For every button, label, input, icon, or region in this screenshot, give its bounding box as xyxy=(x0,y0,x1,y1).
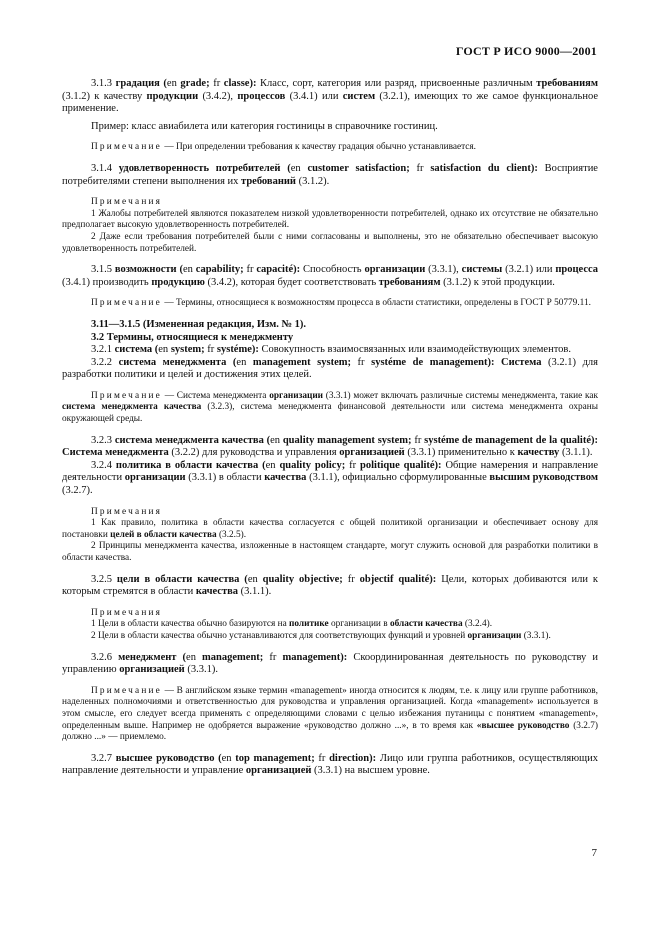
term-ref: «высшее руководство xyxy=(476,720,570,731)
definition-text: (3.1.2) к качеству xyxy=(62,90,147,102)
term-ref: Система менеджмента xyxy=(62,447,169,459)
term-fr: systéme de management): xyxy=(371,356,495,368)
term-fr: management): xyxy=(282,651,348,663)
note-text: организации в xyxy=(328,619,390,630)
note-item: 2 Принципы менеджмента качества, изложенные в настоящем стандарте, могут служить основой для разработки политики в области качества. xyxy=(62,541,598,563)
term-ref: организацией xyxy=(339,447,405,459)
term-3-2-4 xyxy=(62,460,598,498)
term-name: удовлетворенность потребителей ( xyxy=(118,162,291,174)
section-heading xyxy=(62,332,598,345)
term-ref: требований xyxy=(241,175,296,187)
definition-text: (3.4.1) или xyxy=(285,90,343,102)
term-fr: classe): xyxy=(223,78,257,89)
note-text: (3.2.4). xyxy=(462,619,493,630)
definition-text: (3.2.2) для руководства и управления xyxy=(168,447,340,459)
term-fr: satisfaction du client): xyxy=(430,162,538,174)
term-name: политика в области качества ( xyxy=(115,459,266,471)
definition-text: (3.1.1), официально сформулированные xyxy=(306,472,490,484)
note-text: 1 Цели в области качества обычно базируются на xyxy=(91,619,290,630)
example-text: Пример: класс авиабилета или категория гостиницы в справочнике гостиниц. xyxy=(91,120,438,132)
note-3-2-6 xyxy=(62,686,598,744)
definition-text: (3.1.1). xyxy=(238,586,272,598)
notes-heading: Примечания xyxy=(91,607,163,618)
note-label: Примечание xyxy=(91,298,162,309)
term-en: quality objective; xyxy=(262,573,343,585)
definition-text: (3.2.1) или xyxy=(502,264,556,276)
term-en: quality management system; xyxy=(282,434,412,446)
term-en: system; xyxy=(170,344,205,356)
definition-text: (3.2.7). xyxy=(62,485,93,497)
definition-text: (3.1.2) к этой продукции. xyxy=(440,276,555,288)
term-ref: области качества xyxy=(389,619,463,630)
term-name: высшее руководство ( xyxy=(115,752,222,764)
note-item: 1 Жалобы потребителей являются показателем низкой удовлетворенности потребителей, однако их отсутствие не обязательно предполагает высокую удовлетворенность потребителей. xyxy=(62,208,598,231)
definition-text: Способность xyxy=(300,264,365,276)
term-ref: качества xyxy=(264,472,307,484)
definition-text: Совокупность взаимосвязанных или взаимодействующих элементов. xyxy=(258,344,571,356)
lang-code: en xyxy=(186,651,203,663)
term-name: возможности ( xyxy=(114,264,183,276)
lang-code: fr xyxy=(351,356,372,368)
term-en: quality policy; xyxy=(279,459,346,471)
term-3-1-4 xyxy=(62,163,598,188)
definition-text: (3.1.1). xyxy=(559,447,593,459)
note-text: 1 Как правило, политика в области качества согласуется с общей политикой организации и обеспечивает основу для постановки xyxy=(62,518,598,540)
term-fr: objectif qualité): xyxy=(359,573,437,585)
note-text: (3.2.3), система менеджмента финансовой деятельности или система менеджмента охраны окружающей среды. xyxy=(62,402,598,425)
term-ref: организацией xyxy=(119,664,185,676)
term-en: top management; xyxy=(235,752,315,764)
term-ref: целей в области качества xyxy=(110,529,217,540)
term-ref: продукции xyxy=(146,90,199,102)
note-text: — Термины, относящиеся к возможностям процесса в области статистики, определены в ГОСТ Р 50779.11. xyxy=(162,298,591,309)
term-en: management; xyxy=(202,651,264,663)
definition-text: (3.3.1) на высшем уровне. xyxy=(311,765,430,777)
definition-text: (3.4.2), xyxy=(198,90,238,102)
notes-heading: Примечания xyxy=(91,506,163,517)
definition-text: (3.3.1). xyxy=(184,664,218,676)
amendment-text: 3.11—3.1.5 (Измененная редакция, Изм. № 1). xyxy=(91,318,307,330)
term-name: градация ( xyxy=(115,78,167,89)
term-en: customer satisfaction; xyxy=(307,162,410,174)
term-ref: системы xyxy=(461,264,503,276)
lang-code: fr xyxy=(204,344,217,356)
note-label: Примечание xyxy=(91,142,162,153)
term-ref: систем xyxy=(342,90,376,102)
note-item: 2 Даже если требования потребителей были с ними согласованы и выполнены, это не обязательно обеспечивает высокую удовлетворенность потребителей. xyxy=(62,231,598,254)
definition-text: (3.4.2), которая будет соответствовать xyxy=(204,276,379,288)
term-number: 3.1.4 xyxy=(91,162,119,174)
lang-code: fr xyxy=(314,752,330,764)
term-3-1-5 xyxy=(62,264,598,289)
lang-code: en xyxy=(182,264,196,276)
note-text: — Система менеджмента xyxy=(162,390,270,401)
definition-text: (3.3.1) применительно к xyxy=(404,447,518,459)
lang-code: fr xyxy=(409,162,431,174)
note-text: 2 Цели в области качества обычно устанавливаются для соответствующих функций и уровней xyxy=(91,630,468,641)
term-number: 3.2.5 xyxy=(91,573,117,585)
term-en: grade; xyxy=(180,78,210,89)
term-fr: politique qualité): xyxy=(360,459,442,471)
document-body xyxy=(62,78,598,778)
lang-code: en xyxy=(221,752,236,764)
term-ref: организации xyxy=(269,390,324,401)
definition-text: Лицо или группа работников, осуществляющих направление деятельности и управление xyxy=(62,752,598,777)
note-text: (3.3.1). xyxy=(521,630,551,641)
term-3-2-6 xyxy=(62,652,598,677)
definition-text: (3.1.2). xyxy=(296,175,330,187)
term-number: 3.2.6 xyxy=(91,651,119,663)
lang-code: en xyxy=(166,78,181,89)
lang-code: en xyxy=(236,356,253,368)
note-label: Примечание xyxy=(91,685,162,696)
definition-text: (3.4.1) производить xyxy=(62,276,152,288)
term-name: цели в области качества ( xyxy=(116,573,248,585)
term-number: 3.1.5 xyxy=(91,264,115,276)
lang-code: fr xyxy=(243,264,257,276)
term-name: система ( xyxy=(114,344,159,356)
lang-code: fr xyxy=(209,78,224,89)
term-name: система менеджмента ( xyxy=(118,356,237,368)
term-name: система менеджмента качества ( xyxy=(114,434,271,446)
lang-code: fr xyxy=(411,434,425,446)
term-3-2-5 xyxy=(62,574,598,599)
note-item xyxy=(62,631,598,643)
term-3-2-7 xyxy=(62,753,598,778)
definition-text: Класс, сорт, категория или разряд, присвоенные различным xyxy=(256,78,537,89)
definition-text: (3.2.1) для разработки политики и целей и достижения этих целей. xyxy=(62,356,598,381)
term-ref: требованиям xyxy=(536,78,598,89)
note-text: (3.3.1) может включать различные системы менеджмента, такие как xyxy=(323,390,598,401)
term-ref: организации xyxy=(124,472,186,484)
note-label: Примечание xyxy=(91,390,162,401)
lang-code: en xyxy=(270,434,283,446)
note-text: — При определении требования к качеству градация обычно устанавливается. xyxy=(162,142,476,153)
lang-code: en xyxy=(247,573,263,585)
term-ref: организации xyxy=(467,630,522,641)
term-en: management system; xyxy=(252,356,351,368)
term-ref: процессов xyxy=(237,90,286,102)
term-ref: организацией xyxy=(245,765,312,777)
term-ref: качеству xyxy=(517,447,560,459)
term-name: менеджмент ( xyxy=(118,651,187,663)
term-ref: процесса xyxy=(555,264,599,276)
amendment-line xyxy=(62,319,598,332)
note-item xyxy=(62,619,598,631)
notes-heading: Примечания xyxy=(91,197,163,208)
note-3-2-2 xyxy=(62,391,598,426)
term-fr: systéme): xyxy=(216,344,259,356)
term-number: 3.2.7 xyxy=(91,752,116,764)
note-item xyxy=(62,518,598,541)
note-text: (3.2.5). xyxy=(216,529,247,540)
term-3-2-2 xyxy=(62,357,598,382)
section-title: 3.2 Термины, относящиеся к менеджменту xyxy=(91,331,294,343)
definition-text: Цели, которых добиваются или к которым стремятся в области xyxy=(62,573,599,598)
page-header: ГОСТ Р ИСО 9000—2001 xyxy=(455,44,597,58)
lang-code: en xyxy=(158,344,171,356)
lang-code: fr xyxy=(345,459,361,471)
term-number: 3.2.4 xyxy=(91,459,116,471)
definition-text: (3.2.1), имеющих то же самое функциональное применение. xyxy=(62,90,598,115)
note-3-1-5 xyxy=(62,298,598,310)
term-3-2-3 xyxy=(62,435,598,460)
term-fr: capacité): xyxy=(256,264,301,276)
term-3-1-3 xyxy=(62,78,598,116)
page-number: 7 xyxy=(591,847,597,859)
note-text: — В английском языке термин «management» иногда относится к людям, т.е. к лицу или группе работников, наделенных полномочиями и ответственностью для руководства и управления организацией. Когда «management» используется в этом смысле, его следует всегда применять с определяющими словами с целью избежания путаницы с понятием «management», определенным выше. Например не одобряется выражение «руководство должно ...», в то время как xyxy=(62,685,598,731)
term-fr: systéme de management de la qualité): xyxy=(424,434,598,446)
definition-text: Скоординированная деятельность по руководству и управлению xyxy=(62,651,599,676)
term-number: 3.2.3 xyxy=(91,434,115,446)
lang-code: en xyxy=(290,162,308,174)
lang-code: en xyxy=(265,459,280,471)
term-number: 3.2.2 xyxy=(91,356,119,368)
definition-text: Общие намерения и направление деятельности xyxy=(62,459,598,484)
note-text: (3.2.7) должно ...» — приемлемо. xyxy=(62,720,598,743)
term-number: 3.2.1 xyxy=(91,344,115,356)
term-ref: политике xyxy=(289,619,329,630)
term-ref: требованиям xyxy=(378,276,441,288)
term-ref: продукцию xyxy=(151,276,205,288)
term-ref: организации xyxy=(364,264,426,276)
term-number: 3.1.3 xyxy=(91,78,116,89)
term-3-2-1 xyxy=(62,344,598,357)
definition-text: (3.3.1) в области xyxy=(185,472,265,484)
note-3-1-3 xyxy=(62,142,598,154)
term-ref: качества xyxy=(195,586,239,598)
term-en: capability; xyxy=(195,264,244,276)
definition-text: (3.3.1), xyxy=(425,264,462,276)
term-ref: высшим руководством xyxy=(489,472,598,484)
term-ref: Система xyxy=(501,356,542,368)
term-fr: direction): xyxy=(329,752,377,764)
term-ref: система менеджмента качества xyxy=(62,402,202,413)
lang-code: fr xyxy=(263,651,283,663)
definition-text: Восприятие потребителями степени выполнения их xyxy=(62,162,598,187)
lang-code: fr xyxy=(342,573,360,585)
